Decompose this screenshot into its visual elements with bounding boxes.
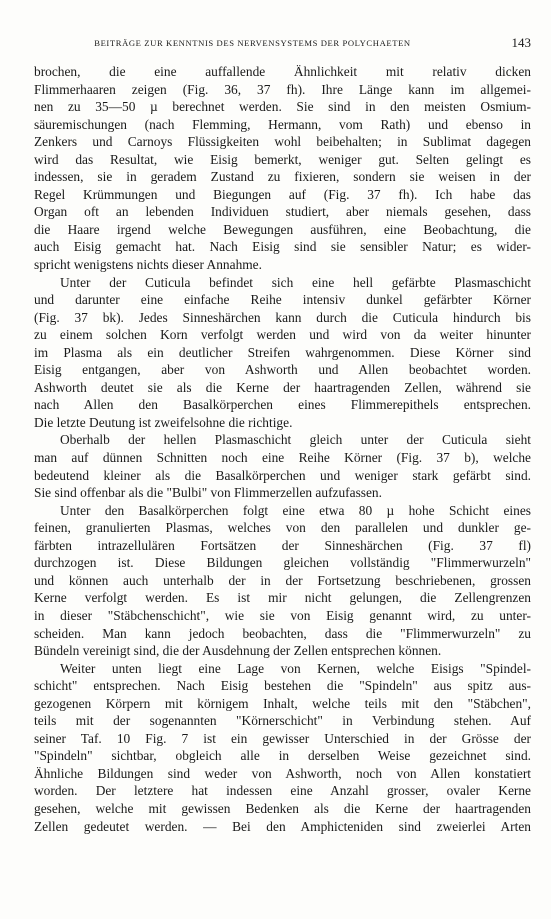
text-line: Flimmerhaaren zeigen (Fig. 36, 37 fh). Ihre Länge kann im allgemei- [34, 81, 531, 97]
text-line: teils mit der sogenannten "Körnerschicht" in Verbindung stehen. Auf [34, 713, 531, 729]
text-line: brochen, die eine auffallende Ähnlichkeit mit relativ dicken [34, 64, 531, 79]
text-line: seiner Taf. 10 Fig. 7 ist ein gewisser Unterschied in der Grösse der [34, 730, 531, 746]
running-head [34, 37, 531, 53]
text-line: scheiden. Man kann jedoch beobachten, dass die "Flimmerwurzeln" zu [34, 625, 531, 641]
text-line: zu einem solchen Korn verfolgt werden und wird von da weiter hinunter [34, 327, 531, 343]
text-line: Ähnliche Bildungen sind weder von Ashworth, noch von Allen konstatiert [34, 765, 531, 781]
text-line: Organ oft an lebenden Individuen studiert, aber niemals gesehen, dass [34, 204, 531, 220]
text-line: nach Allen den Basalkörperchen eines Flimmerepithels entsprechen. [34, 397, 531, 413]
text-line: im Plasma als ein deutlicher Streifen wahrgenommen. Diese Körner sind [34, 344, 531, 360]
text-line: gesehen, welche mit gewissen Bedenken als die Kerne der haartragenden [34, 800, 531, 816]
text-line: Eisig entgangen, aber von Ashworth und Allen beobachtet worden. [34, 362, 531, 378]
text-line: Sie sind offenbar als die "Bulbi" von Flimmerzellen aufzufassen. [34, 485, 382, 501]
text-line: färbten intrazellulären Fortsätzen der Sinneshärchen (Fig. 37 fl) [34, 537, 531, 553]
text-line: feinen, granulierten Plasmas, welches von den parallelen und dunkler ge- [34, 520, 531, 536]
text-line: "Spindeln" sichtbar, obgleich alle in derselben Weise gezeichnet sind. [34, 748, 531, 764]
text-line: indessen, sie in geradem Zustand zu fixieren, sondern sie weisen in der [34, 169, 531, 185]
text-line: Unter der Cuticula befindet sich eine hell gefärbte Plasmaschicht [60, 274, 531, 290]
page-number: 143 [511, 35, 531, 50]
text-line: Oberhalb der hellen Plasmaschicht gleich unter der Cuticula sieht [60, 432, 531, 448]
text-line: und darunter eine einfache Reihe intensiv dunkel gefärbter Körner [34, 292, 531, 308]
text-line: Unter den Basalkörperchen folgt eine etwa 80 µ hohe Schicht eines [60, 502, 531, 518]
text-line: durchzogen ist. Diese Bildungen gleichen vollständig "Flimmerwurzeln" [34, 555, 531, 571]
text-line: man auf dünnen Schnitten noch eine Reihe Körner (Fig. 37 b), welche [34, 450, 531, 466]
text-line: Kerne verfolgt werden. Es ist mir nicht gelungen, die Zellengrenzen [34, 590, 531, 606]
text-line: auch Eisig gemacht hat. Nach Eisig sind sie sensibler Natur; es wider- [34, 239, 531, 255]
text-line: und können auch unterhalb der in der Fortsetzung beschriebenen, grossen [34, 572, 531, 588]
text-line: (Fig. 37 bk). Jedes Sinneshärchen kann durch die Cuticula hindurch bis [34, 309, 531, 325]
text-line: gezogenen Körpern mit körnigem Inhalt, welche teils mit den "Stäbchen", [34, 695, 531, 711]
text-line: spricht wenigstens nichts dieser Annahme. [34, 257, 262, 273]
running-title: BEITRÄGE ZUR KENNTNIS DES NERVENSYSTEMS DER POLYCHAETEN [94, 38, 411, 48]
text-line: wird das Resultat, wie Eisig bemerkt, weniger gut. Selten gelingt es [34, 151, 531, 167]
text-line: Zellen gedeutet werden. — Bei den Amphicteniden sind zweierlei Arten [34, 818, 531, 834]
text-line: Weiter unten liegt eine Lage von Kernen, welche Eisigs "Spindel- [60, 660, 531, 676]
text-line: Zenkers und Carnoys Flüssigkeiten wohl beibehalten; in Sublimat dagegen [34, 134, 531, 150]
text-line: nen zu 35—50 µ berechnet werden. Sie sind in den meisten Osmium- [34, 99, 531, 115]
text-line: Regel Krümmungen und Biegungen auf (Fig. 37 fh). Ich habe das [34, 186, 531, 202]
text-line: worden. Der letztere hat indessen eine Anzahl grosser, ovaler Kerne [34, 783, 531, 799]
text-line: in dieser "Stäbchenschicht", wie sie von Eisig genannt wird, zu unter- [34, 607, 531, 623]
text-line: Die letzte Deutung ist zweifelsohne die richtige. [34, 414, 293, 430]
body-text [34, 63, 531, 835]
text-line: säuremischungen (nach Flemming, Hermann, vom Rath) und ebenso in [34, 116, 531, 132]
text-line: die Haare irgend welche Bewegungen ausführen, eine Beobachtung, die [34, 221, 531, 237]
text-line: Ashworth deutet sie als die Kerne der haartragenden Zellen, während sie [34, 379, 531, 395]
text-line: schicht" entsprechen. Nach Eisig bestehen die "Spindeln" aus spitz aus- [34, 678, 531, 694]
text-line: bedeutend kleiner als die Basalkörperchen und weniger stark gefärbt sind. [34, 467, 531, 483]
text-line: Bündeln vereinigt sind, die der Ausdehnung der Zellen entsprechen können. [34, 643, 442, 659]
